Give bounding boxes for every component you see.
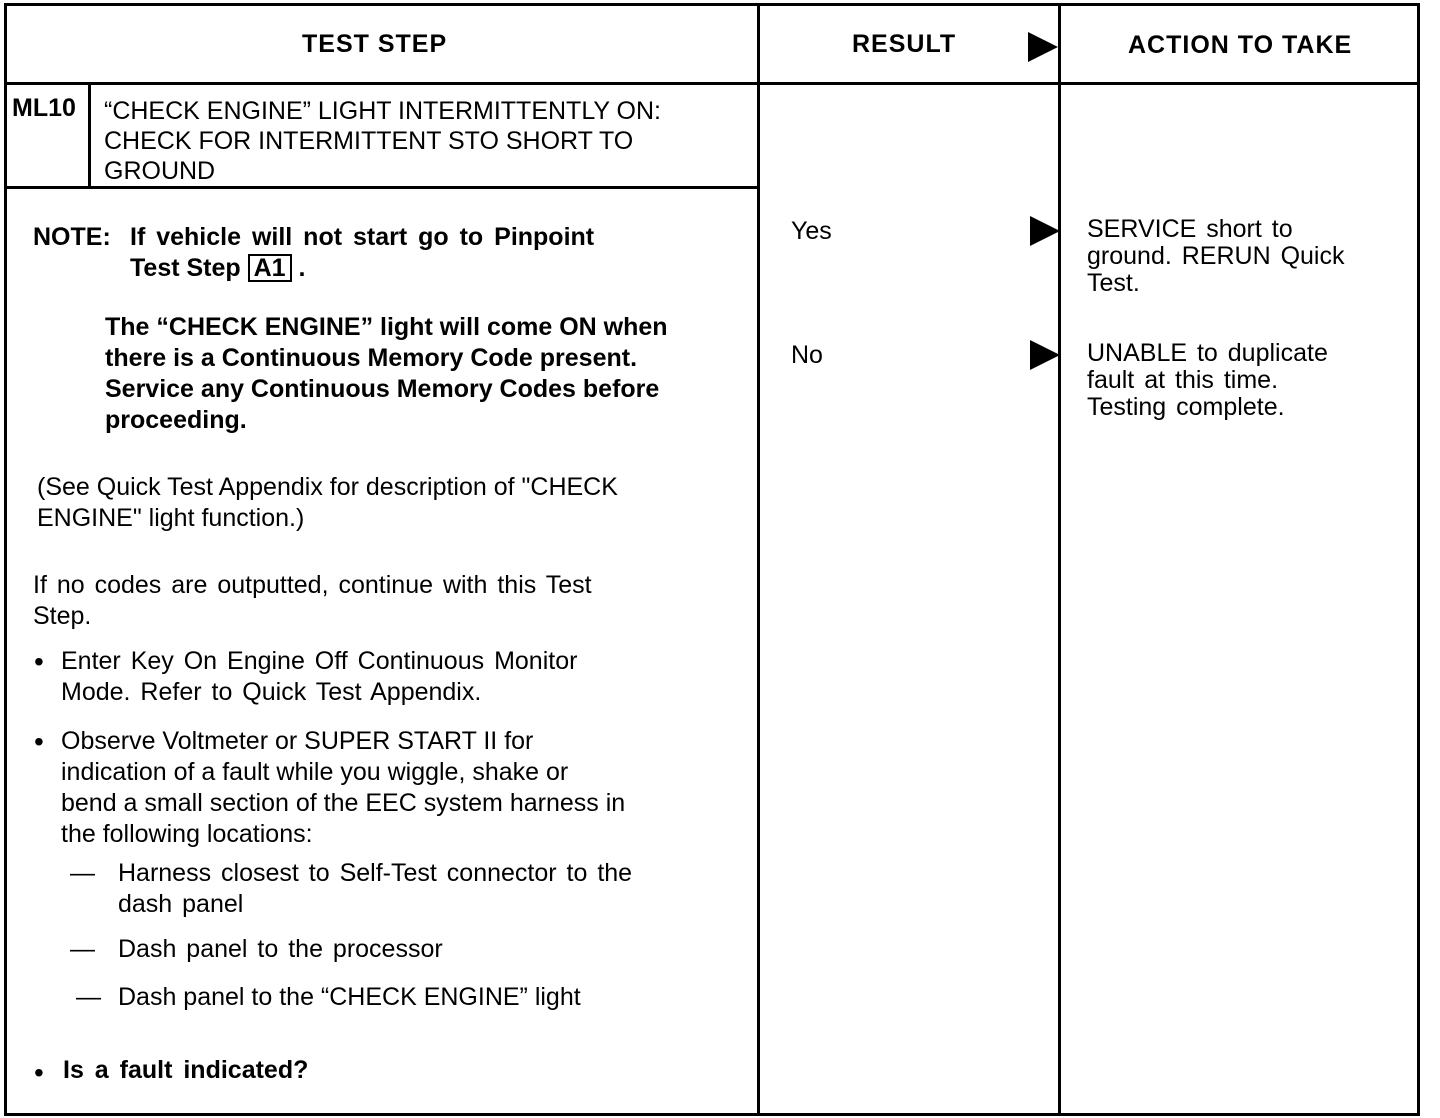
note-paragraph-line: Service any Continuous Memory Codes before: [105, 375, 660, 403]
result-arrow-icon: [1030, 340, 1060, 370]
step-title-divider: [4, 186, 758, 189]
frame-top: [4, 3, 1420, 6]
bullet-line: Observe Voltmeter or SUPER START II for: [61, 727, 534, 755]
paragraph-line: Step.: [33, 602, 92, 630]
note-line1: If vehicle will not start go to Pinpoint: [130, 223, 595, 251]
frame-bottom: [4, 1113, 1420, 1116]
column-divider-2: [1058, 3, 1061, 1116]
result-no: No: [791, 341, 823, 369]
dash-line: Harness closest to Self-Test connector to the: [118, 859, 633, 887]
bullet-icon: •: [34, 726, 44, 757]
dash-line: dash panel: [118, 890, 244, 918]
continuous-memory-note: [105, 312, 668, 436]
frame-right: [1417, 3, 1420, 1116]
action-line: ground. RERUN Quick: [1087, 242, 1345, 270]
bullet-icon: •: [34, 1057, 44, 1088]
see-appendix-paragraph: [37, 472, 618, 534]
dash-item-harness: [118, 858, 632, 920]
action-line: SERVICE short to: [1087, 215, 1293, 243]
step-title-line: “CHECK ENGINE” LIGHT INTERMITTENTLY ON:: [104, 97, 661, 125]
note-paragraph-line: The “CHECK ENGINE” light will come ON when: [105, 313, 668, 341]
column-divider-1: [757, 3, 760, 1116]
header-test-step: TEST STEP: [302, 30, 448, 58]
action-line: UNABLE to duplicate: [1087, 339, 1328, 367]
bullet-observe-voltmeter: [61, 726, 625, 850]
step-title-line: GROUND: [104, 157, 216, 185]
frame-left: [4, 3, 7, 1116]
header-divider: [4, 82, 1420, 85]
bullet-enter-kOEO: [61, 646, 577, 708]
action-line: Testing complete.: [1087, 393, 1285, 421]
bullet-line: Mode. Refer to Quick Test Appendix.: [61, 678, 482, 706]
action-no: [1087, 340, 1328, 421]
note-line2-text: Test Step: [130, 254, 241, 282]
bullet-line: bend a small section of the EEC system harness in: [61, 789, 626, 817]
note-paragraph-line: there is a Continuous Memory Code present.: [105, 344, 638, 372]
dash-icon: —: [70, 859, 95, 887]
bullet-line: indication of a fault while you wiggle, shake or: [61, 758, 569, 786]
step-code-divider: [88, 84, 91, 188]
note-line2-tail: .: [298, 254, 306, 282]
bullet-line: the following locations:: [61, 820, 313, 848]
paragraph-line: If no codes are outputted, continue with this Test: [33, 571, 592, 599]
note-paragraph-line: proceeding.: [105, 406, 247, 434]
bullet-line: Enter Key On Engine Off Continuous Monitor: [61, 647, 578, 675]
question-fault-indicated: Is a fault indicated?: [63, 1056, 309, 1084]
header-action: ACTION TO TAKE: [1128, 31, 1353, 59]
step-code: ML10: [12, 94, 76, 122]
header-arrow-icon: [1028, 32, 1058, 62]
test-step-ref-box: A1: [248, 254, 292, 282]
note-prefix: NOTE:: [33, 223, 111, 251]
header-result: RESULT: [852, 30, 957, 58]
note-line2: [130, 253, 306, 284]
dash-icon: —: [76, 983, 101, 1011]
step-title: [104, 96, 754, 186]
dash-item-check-engine: Dash panel to the “CHECK ENGINE” light: [118, 983, 581, 1011]
step-title-line: CHECK FOR INTERMITTENT STO SHORT TO: [104, 127, 634, 155]
action-yes: [1087, 216, 1344, 297]
result-arrow-icon: [1030, 216, 1060, 246]
action-line: Test.: [1087, 269, 1140, 297]
dash-icon: —: [70, 935, 95, 963]
paragraph-line: (See Quick Test Appendix for description of "CHECK: [37, 473, 618, 501]
if-no-codes-paragraph: [33, 570, 592, 632]
paragraph-line: ENGINE" light function.): [37, 504, 305, 532]
result-yes: Yes: [791, 217, 832, 245]
action-line: fault at this time.: [1087, 366, 1279, 394]
bullet-icon: •: [34, 646, 44, 677]
dash-item-processor: Dash panel to the processor: [118, 935, 443, 963]
